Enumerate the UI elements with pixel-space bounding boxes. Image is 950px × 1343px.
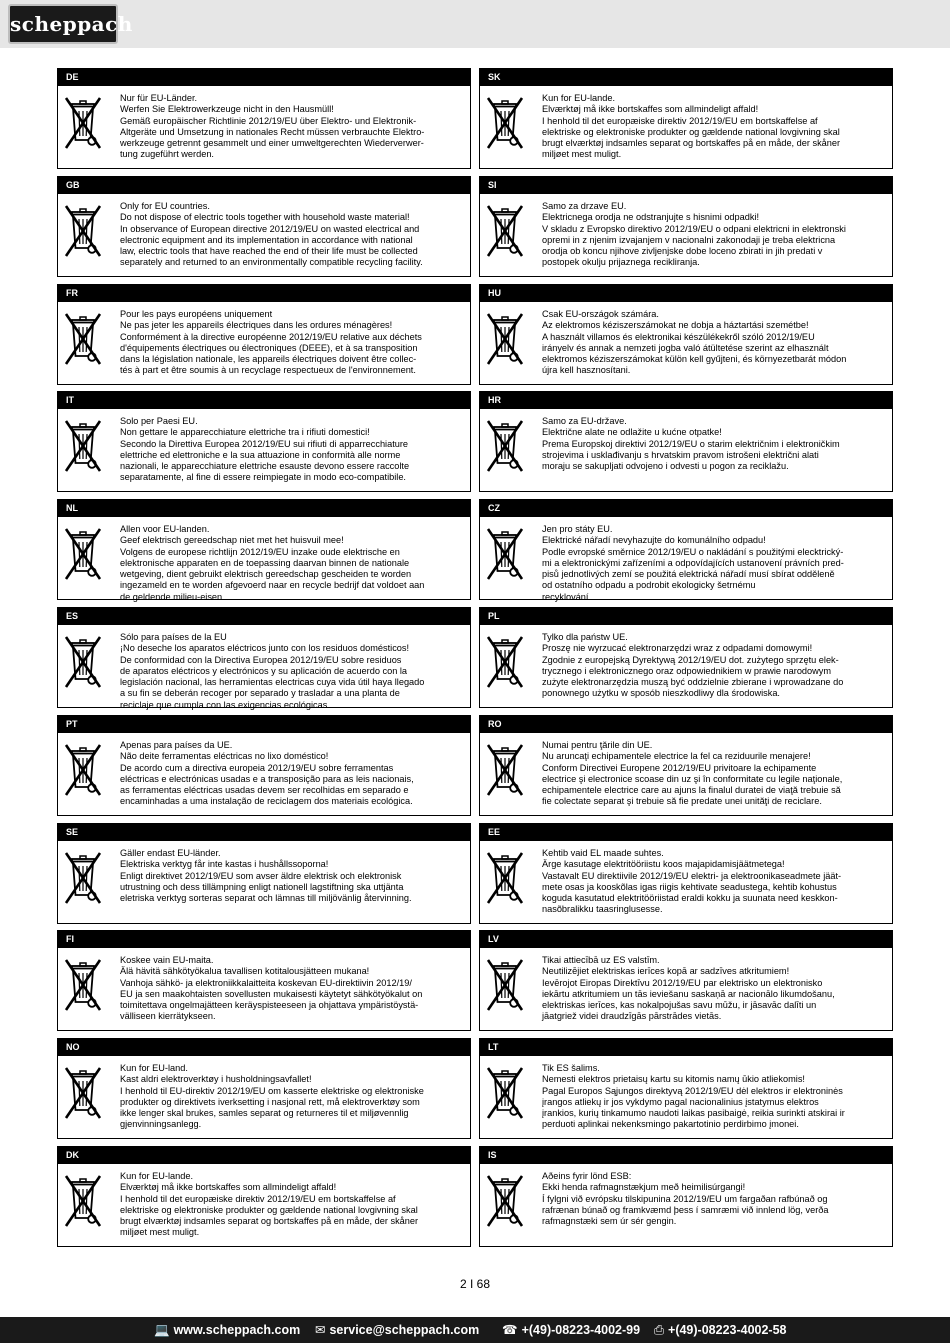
- text-line: dans la législation nationale, les appareils électriques doivent être collec-: [120, 354, 417, 365]
- text-line: Elektricnega orodja ne odstranjujte s hisnimi odpadki!: [542, 212, 760, 223]
- text-line: brugt elværktøj indsamles separat og bortskaffes på en måde, der skåner: [542, 138, 841, 149]
- section-header: FI: [58, 931, 470, 948]
- text-line: elektromos kéziszerszámokat külön kell gyűjteni, és környezetbarát módon: [542, 354, 847, 365]
- text-line: Kun for EU-lande.: [542, 93, 616, 103]
- text-line: a su fin se deberán recoger por separado y trasladar a una planta de: [120, 688, 400, 699]
- crossed-out-bin-icon: [483, 741, 533, 811]
- mail-icon: ✉: [315, 1323, 326, 1337]
- section-pt: [57, 715, 471, 816]
- text-line: elektronische apparaten en de toepassing daarvan binnen de nationale: [120, 557, 410, 568]
- section-text: [120, 416, 464, 484]
- section-text: [120, 848, 464, 904]
- section-it: [57, 391, 471, 492]
- crossed-out-bin-icon: [61, 310, 111, 380]
- text-line: postopek okulju prijaznega recikliranja.: [542, 257, 700, 268]
- text-line: Gäller endast EU-länder.: [120, 848, 221, 858]
- text-line: eléctricas e electrónicas usadas e a transposição para as leis nacionais,: [120, 773, 414, 784]
- section-text: [542, 524, 886, 603]
- text-line: fie colectate separat şi trebuie să fie predate unei unităţi de reciclare.: [542, 796, 822, 807]
- text-line: ¡No deseche los aparatos eléctricos junto con los residuos domésticos!: [120, 643, 410, 654]
- text-line: Elværktøj må ikke bortskaffes som allmindeligt affald!: [120, 1182, 337, 1193]
- crossed-out-bin-icon: [61, 94, 111, 164]
- section-text: [542, 201, 886, 269]
- text-line: Secondo la Direttiva Europea 2012/19/EU sui rifiuti di apparrecchiature: [120, 438, 409, 449]
- section-text: [542, 848, 886, 916]
- text-line: I henhold til EU-direktiv 2012/19/EU om kasserte elektriske og elektroniske: [120, 1085, 424, 1096]
- text-line: Nu aruncaţi echipamentele electrice la fel ca reziduurile menajere!: [542, 751, 811, 762]
- text-line: rafmagnstæki sem úr sér gengin.: [542, 1216, 677, 1227]
- text-line: Električne alate ne odlažite u kućne otpatke!: [542, 427, 722, 438]
- text-line: encaminhadas a uma instalação de reciclagem dos materiais ecológica.: [120, 796, 413, 807]
- text-line: elektriske og elektroniske produkter og gældende national lovgivning skal: [542, 126, 840, 137]
- text-line: Geef elektrisch gereedschap niet met het huisvuil mee!: [120, 535, 344, 546]
- text-line: nazionali, le apparecchiature elettriche esauste devono essere raccolte: [120, 461, 410, 472]
- text-line: Allen voor EU-landen.: [120, 524, 210, 534]
- text-line: brugt elværktøj indsamles separat og bortskaffes på en måde, der skåner: [120, 1216, 419, 1227]
- text-line: ponownego użytku w sposób nieszkodliwy dla środowiska.: [542, 688, 780, 699]
- text-line: Í fylgni við evrópsku tilskipunina 2012/19/EU um fargaðan rafbúnað og: [542, 1193, 828, 1204]
- section-cz: [479, 499, 893, 600]
- text-line: Não deite ferramentas eléctricas no lixo doméstico!: [120, 751, 329, 762]
- section-text: [120, 740, 464, 808]
- text-line: pisů jednotlivých zemí se použitá elektrická nářadí musí sbírat odděleně: [542, 569, 835, 580]
- text-line: separatamente, al fine di essere reimpiegate in modo eco-compatibile.: [120, 472, 406, 483]
- crossed-out-bin-icon: [483, 633, 533, 703]
- section-header: SI: [480, 177, 892, 194]
- footer-web-text: www.scheppach.com: [173, 1323, 301, 1337]
- text-line: Ievērojot Eiropas Direktīvu 2012/19/EU par elektrisko un elektronisko: [542, 977, 823, 988]
- text-line: separately and returned to an environmentally compatible recycling facility.: [120, 257, 423, 268]
- text-line: ikke lenger skal brukes, samles separat og returneres til et miljøvennlig: [120, 1108, 409, 1119]
- section-pl: [479, 607, 893, 708]
- text-line: Apenas para países da UE.: [120, 740, 233, 750]
- text-line: produkter og direktivets iverksetting i nasjonal rett, må elektroverktøy som: [120, 1096, 420, 1107]
- section-ee: [479, 823, 893, 924]
- section-header: HU: [480, 285, 892, 302]
- footer-email[interactable]: [315, 1317, 479, 1343]
- section-de: [57, 68, 471, 169]
- section-text: [542, 1063, 886, 1131]
- text-line: electrice şi electronice scoase din uz şi în conformitate cu legile naţionale,: [542, 773, 843, 784]
- text-line: elektriskas ierīces, kas nokalpojušas savu mūžu, ir jāsavāc dalīti un: [542, 1000, 817, 1011]
- text-line: rafrænan búnað og framkvæmd þess í samræmi við innlend lög, verða: [542, 1204, 829, 1215]
- text-line: De acordo cum a directiva europeia 2012/19/EU sobre ferramentas: [120, 762, 394, 773]
- section-text: [542, 416, 886, 472]
- text-line: EU ja sen maakohtaisten sovellusten mukaisesti käytetyt sähkötyökalut on: [120, 988, 423, 999]
- text-line: Sólo para países de la EU: [120, 632, 227, 642]
- text-line: wetgeving, dient gebruikt elektrisch gereedschap gescheiden te worden: [120, 569, 412, 580]
- section-text: [542, 740, 886, 808]
- section-header: CZ: [480, 500, 892, 517]
- text-line: Ne pas jeter les appareils électriques dans les ordures ménagères!: [120, 320, 393, 331]
- crossed-out-bin-icon: [61, 417, 111, 487]
- crossed-out-bin-icon: [483, 1172, 533, 1242]
- text-line: as ferramentas eléctricas usadas devem ser recolhidas em separado e: [120, 785, 409, 796]
- section-header: DK: [58, 1147, 470, 1164]
- section-text: [542, 1171, 886, 1227]
- section-text: [120, 201, 464, 269]
- section-nl: [57, 499, 471, 600]
- text-line: utrustning och dess tillämpning enligt nationell lagstiftning ska uttjänta: [120, 881, 404, 892]
- text-line: ingezameld en te worden afgevoerd naar en recycle bedrijf dat voldoet aan: [120, 580, 425, 591]
- footer-email-text: service@scheppach.com: [329, 1323, 480, 1337]
- crossed-out-bin-icon: [61, 1172, 111, 1242]
- crossed-out-bin-icon: [483, 310, 533, 380]
- text-line: Neutilizējiet elektriskas ierīces kopā ar sadzīves atkritumiem!: [542, 966, 790, 977]
- text-line: välliseen kierrätykseen.: [120, 1011, 216, 1022]
- section-header: SE: [58, 824, 470, 841]
- section-text: [120, 955, 464, 1023]
- section-header: EE: [480, 824, 892, 841]
- section-header: IS: [480, 1147, 892, 1164]
- crossed-out-bin-icon: [61, 633, 111, 703]
- text-line: Do not dispose of electric tools together with household waste material!: [120, 212, 410, 223]
- text-line: Vanhoja sähkö- ja elektroniikkalaitteita koskevan EU-direktiivin 2012/19/: [120, 977, 412, 988]
- section-text: [120, 93, 464, 161]
- text-line: Elektriska verktyg får inte kastas i hushållssoporna!: [120, 859, 329, 870]
- section-fr: [57, 284, 471, 385]
- section-dk: [57, 1146, 471, 1247]
- text-line: Samo za EU-države.: [542, 416, 627, 426]
- crossed-out-bin-icon: [483, 849, 533, 919]
- section-text: [120, 1063, 464, 1131]
- text-line: Pagal Europos Sąjungos direktyvą 2012/19/EU dėl elektros ir elektroninės: [542, 1085, 843, 1096]
- text-line: toimitettava ongelmajätteen keräyspisteeseen ja ohjattava ympäristöystä-: [120, 1000, 419, 1011]
- section-header: SK: [480, 69, 892, 86]
- text-line: elektriske og elektroniske produkter og gældende national lovgivning skal: [120, 1204, 418, 1215]
- text-line: nasõbralikku taasringlusesse.: [542, 904, 663, 915]
- text-line: Nur für EU-Länder.: [120, 93, 198, 103]
- text-line: V skladu z Evropsko direktivo 2012/19/EU o odpani elektricni in elektronski: [542, 223, 846, 234]
- section-header: LV: [480, 931, 892, 948]
- text-line: Tikai attiecībā uz ES valstīm.: [542, 955, 660, 965]
- section-header: HR: [480, 392, 892, 409]
- crossed-out-bin-icon: [61, 956, 111, 1026]
- text-line: Jen pro státy EU.: [542, 524, 613, 534]
- text-line: I henhold til det europæiske direktiv 2012/19/EU em bortskaffelse af: [120, 1193, 396, 1204]
- text-line: Enligt direktivet 2012/19/EU som avser äldre elektrisk och elektronisk: [120, 870, 402, 881]
- text-line: Az elektromos kéziszerszámokat ne dobja a háztartási szemétbe!: [542, 320, 809, 331]
- footer-phone: [502, 1317, 640, 1343]
- text-line: Nemesti elektros prietaisų kartu su kitomis namų ūkio atliekomis!: [542, 1074, 805, 1085]
- section-header: GB: [58, 177, 470, 194]
- section-text: [542, 93, 886, 161]
- text-line: mi a elektronickými zařízeními a odpovídajících ustanovení právních pred-: [542, 557, 844, 568]
- text-line: Tik ES šalims.: [542, 1063, 600, 1073]
- text-line: Elektrické nářadí nevyhazujte do komunálního odpadu!: [542, 535, 766, 546]
- crossed-out-bin-icon: [483, 1064, 533, 1134]
- text-line: Ärge kasutage elektritööriistu koos majapidamisjäätmetega!: [542, 859, 785, 870]
- section-text: [542, 309, 886, 377]
- crossed-out-bin-icon: [483, 525, 533, 595]
- section-gb: [57, 176, 471, 277]
- section-text: [120, 632, 464, 711]
- crossed-out-bin-icon: [61, 1064, 111, 1134]
- text-line: De conformidad con la Directiva Europea 2012/19/EU sobre residuos: [120, 654, 402, 665]
- section-header: PT: [58, 716, 470, 733]
- text-line: Samo za drzave EU.: [542, 201, 627, 211]
- text-line: strojevima i usklađivanju s hrvatskim pravom istrošeni električni alati: [542, 449, 819, 460]
- footer-fax-text: +(49)-08223-4002-58: [668, 1323, 787, 1337]
- text-line: tung zugeführt werden.: [120, 149, 214, 160]
- text-line: de geldende milieu-eisen.: [120, 591, 225, 602]
- text-line: reciclaje que cumpla con las exigencias ecológicas.: [120, 699, 330, 710]
- text-line: Elværktøj må ikke bortskaffes som allmindeligt affald!: [542, 104, 759, 115]
- crossed-out-bin-icon: [483, 94, 533, 164]
- text-line: Kun for EU-lande.: [120, 1171, 194, 1181]
- text-line: koguda kasutatud elektritööriistad eraldi kokku ja suunata need keskkon-: [542, 893, 838, 904]
- text-line: Kehtib vaid EL maade suhtes.: [542, 848, 664, 858]
- monitor-icon: 💻: [154, 1323, 170, 1337]
- text-line: Non gettare le apparecchiature elettriche tra i rifiuti domestici!: [120, 427, 370, 438]
- text-line: Conformément à la directive européenne 2012/19/EU relative aux déchets: [120, 331, 422, 342]
- text-line: In observance of European directive 2012/19/EU on wasted electrical and: [120, 223, 420, 234]
- text-line: d'équipements électriques ou électroniques (DEEE), et à sa transposition: [120, 342, 418, 353]
- text-line: Pour les pays européens uniquement: [120, 309, 273, 319]
- text-line: Ekki henda rafmagnstækjum með heimilisúrgangi!: [542, 1182, 746, 1193]
- section-header: FR: [58, 285, 470, 302]
- section-header: ES: [58, 608, 470, 625]
- text-line: elettriche ed elettroniche e la sua attuazione in conformità alle norme: [120, 449, 401, 460]
- top-bar: [0, 0, 950, 48]
- crossed-out-bin-icon: [61, 849, 111, 919]
- text-line: Tylko dla państw UE.: [542, 632, 628, 642]
- section-is: [479, 1146, 893, 1247]
- text-line: Werfen Sie Elektrowerkzeuge nicht in den Hausmüll!: [120, 104, 334, 115]
- text-line: Numai pentru ţările din UE.: [542, 740, 653, 750]
- text-line: Koskee vain EU-maita.: [120, 955, 214, 965]
- text-line: Kast aldri elektroverktøy i husholdningsavfallet!: [120, 1074, 312, 1085]
- section-text: [120, 1171, 464, 1239]
- text-line: Volgens de europese richtlijn 2012/19/EU inzake oude elektrische en: [120, 546, 400, 557]
- section-fi: [57, 930, 471, 1031]
- text-line: trycznego i elektronicznego oraz odpowiednikiem w prawie narodowym: [542, 665, 832, 676]
- phone-icon: ☎: [502, 1323, 518, 1337]
- text-line: Conform Directivei Europene 2012/19/EU privitoare la echipamente: [542, 762, 817, 773]
- section-si: [479, 176, 893, 277]
- text-line: electronic equipment and its implementation in accordance with national: [120, 234, 413, 245]
- text-line: perduoti aplinkai nekenksmingo pakartotinio perdirbimo įmonei.: [542, 1119, 799, 1130]
- section-sk: [479, 68, 893, 169]
- section-header: PL: [480, 608, 892, 625]
- crossed-out-bin-icon: [483, 417, 533, 487]
- text-line: recyklování.: [542, 591, 592, 602]
- text-line: orodja ob koncu njihove zivljenjske dobe loceno zbirati in jih predati v: [542, 246, 823, 257]
- text-line: legislación nacional, las herramientas electricas cuya vida útil haya llegado: [120, 677, 425, 688]
- section-text: [120, 309, 464, 377]
- section-header: DE: [58, 69, 470, 86]
- text-line: Vastavalt EU direktiivile 2012/19/EU elektri- ja elektroonikaseadmete jäät-: [542, 870, 842, 881]
- text-line: od ostatního odpadu a podrobit ekologicky šetrnému: [542, 580, 756, 591]
- text-line: irányelv és annak a nemzeti jogba való átültetése szerint az elhasznált: [542, 342, 829, 353]
- crossed-out-bin-icon: [483, 202, 533, 272]
- section-header: IT: [58, 392, 470, 409]
- text-line: Prema Europskoj direktivi 2012/19/EU o starim električnim i elektroničkim: [542, 438, 840, 449]
- brand-logo: scheppach: [8, 4, 118, 44]
- section-header: LT: [480, 1039, 892, 1056]
- crossed-out-bin-icon: [61, 741, 111, 811]
- section-text: [542, 955, 886, 1023]
- text-line: Csak EU-országok számára.: [542, 309, 659, 319]
- text-line: gjenvinningsanlegg.: [120, 1119, 202, 1130]
- text-line: zużyte elektronarzędzia muszą być oddzielnie zbierane i wprowadzane do: [542, 677, 844, 688]
- text-line: įrangos atliekų ir jos vykdymo pagal nacionalinius įstatymus elektros: [542, 1096, 819, 1107]
- text-line: miljøet mest muligt.: [120, 1227, 200, 1238]
- section-ro: [479, 715, 893, 816]
- section-header: NO: [58, 1039, 470, 1056]
- footer-fax: [654, 1317, 787, 1343]
- section-hu: [479, 284, 893, 385]
- text-line: A használt villamos és elektronikai készülékekről szóló 2012/19/EU: [542, 331, 815, 342]
- text-line: law, electric tools that have reached the end of their life must be collected: [120, 246, 418, 257]
- text-line: opremi in z njenim izvajanjem v nacionalni zakonodaji je treba elektricna: [542, 234, 836, 245]
- text-line: Proszę nie wyrzucać elektronarzędzi wraz z odpadami domowymi!: [542, 643, 813, 654]
- section-lt: [479, 1038, 893, 1139]
- crossed-out-bin-icon: [61, 202, 111, 272]
- text-line: miljøet mest muligt.: [542, 149, 622, 160]
- text-line: Zgodnie z europejską Dyrektywą 2012/19/EU dot. zużytego sprzętu elek-: [542, 654, 839, 665]
- text-line: Kun for EU-land.: [120, 1063, 188, 1073]
- text-line: Solo per Paesi EU.: [120, 416, 198, 426]
- section-lv: [479, 930, 893, 1031]
- text-line: mete osas ja kooskõlas igas riigis kehtivate seadustega, kehtib kohustus: [542, 881, 837, 892]
- text-line: Älä hävitä sähkötyökalua tavallisen kotitalousjätteen mukana!: [120, 966, 370, 977]
- text-line: iekārtu atkritumiem un tās ieviešanu saskaņā ar nacionālo likumdošanu,: [542, 988, 835, 999]
- section-se: [57, 823, 471, 924]
- crossed-out-bin-icon: [61, 525, 111, 595]
- fax-icon: ⎙: [654, 1323, 665, 1337]
- section-es: [57, 607, 471, 708]
- text-line: de aparatos eléctricos y electrónicos y su aplicación de acuerdo con la: [120, 665, 408, 676]
- crossed-out-bin-icon: [483, 956, 533, 1026]
- contact-footer: [0, 1317, 950, 1343]
- text-line: Only for EU countries.: [120, 201, 210, 211]
- text-line: echipamentele electrice care au ajuns la finalul duratei de viaţă trebuie să: [542, 785, 841, 796]
- text-line: eletriska verktyg sorteras separat och lämnas till miljövänlig återvinning.: [120, 893, 412, 904]
- text-line: werkzeuge getrennt gesammelt und einer umweltgerechten Wiederverwer-: [120, 138, 424, 149]
- footer-web[interactable]: [154, 1317, 300, 1343]
- text-line: I henhold til det europæiske direktiv 2012/19/EU em bortskaffelse af: [542, 115, 818, 126]
- section-no: [57, 1038, 471, 1139]
- section-header: RO: [480, 716, 892, 733]
- text-line: Podle evropské směrnice 2012/19/EU o nakládání s použitými elecktrický-: [542, 546, 844, 557]
- text-line: Aðeins fyrir lönd ESB:: [542, 1171, 632, 1181]
- text-line: jāatgriež videi draudzīgās pārstrādes vietās.: [542, 1011, 722, 1022]
- section-text: [542, 632, 886, 700]
- text-line: Gemäß europäischer Richtlinie 2012/19/EU über Elektro- und Elektronik-: [120, 115, 417, 126]
- page-number: 2 I 68: [459, 1277, 491, 1291]
- text-line: Altgeräte und Umsetzung in nationales Recht müssen verbrauchte Elektro-: [120, 126, 425, 137]
- footer-phone-text: +(49)-08223-4002-99: [521, 1323, 641, 1337]
- section-header: NL: [58, 500, 470, 517]
- text-line: tés à part et être soumis à un recyclage respectueux de l'environnement.: [120, 365, 416, 376]
- section-hr: [479, 391, 893, 492]
- text-line: moraju se sakupljati odvojeno i odvesti u pogon za reciklažu.: [542, 461, 789, 472]
- section-text: [120, 524, 464, 603]
- text-line: újra kell hasznosítani.: [542, 365, 631, 376]
- text-line: įrankios, kurių tinkamumo naudoti laikas pasibaigė, reikia surinkti atskirai ir: [542, 1108, 845, 1119]
